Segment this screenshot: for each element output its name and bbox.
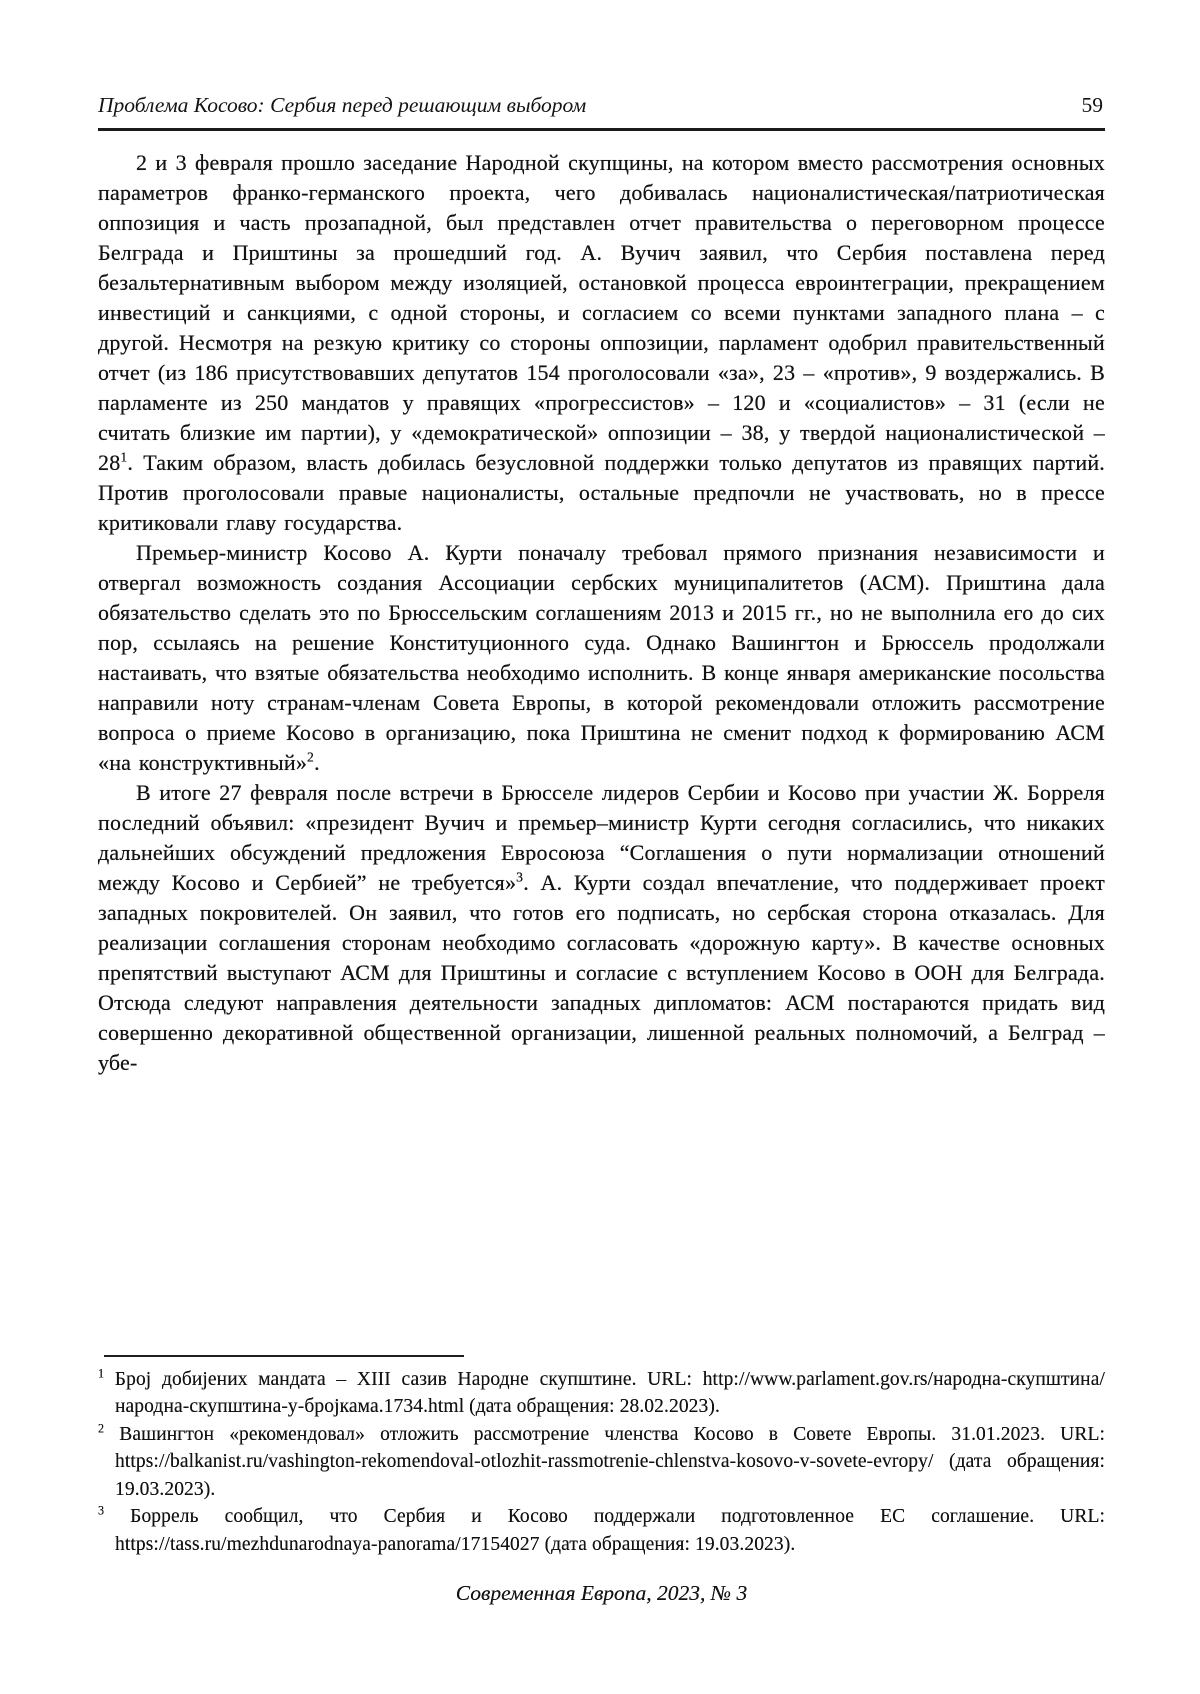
footnote-ref: 1 xyxy=(120,449,128,465)
paragraph: В итоге 27 февраля после встречи в Брюсселе лидеров Сербии и Косово при участии Ж. Борреля последний объявил: «президент Вучич и премьер–министр Курти сегодня согласились, что никаких дальнейших обсуждений предложения Евросоюза “Соглашения о пути нормализации отношений между Косово и Сербией” не требуется»$^3$. А. Курти создал впечатление, что поддерживает проект западных покровителей. Он заявил, что готов его подписать, но сербская сторона отказалась. Для реализации соглашения сторонам необходимо согласовать «дорожную карту». В качестве основных препятствий выступают АСМ для Приштины и согласие с вступлением Косово в ООН для Белграда. Отсюда следуют направления деятельности западных дипломатов: АСМ постараются придать вид совершенно декоративной общественной организации, лишенной реальных полномочий, а Белград – убе- xyxy=(98,780,1105,1075)
journal-footer-line: Современная Европа, 2023, № 3 xyxy=(455,1581,748,1605)
header-rule xyxy=(98,128,1105,131)
page-number: 59 xyxy=(1081,93,1103,117)
article xyxy=(98,148,1105,1078)
paragraph: 2 и 3 февраля прошло заседание Народной скупщины, на котором вместо рассмотрения основных параметров франко-германского проекта, чего добивалась националистическая/патриотическая оппозиция и часть прозападной, был представлен отчет правительства о переговорном процессе Белграда и Приштины за прошедший год. А. Вучич заявил, что Сербия поставлена перед безальтернативным выбором между изоляцией, остановкой процесса евроинтеграции, прекращением инвестиций и санкциями, с одной стороны, и согласием со всеми пунктами западного плана – с другой. Несмотря на резкую критику со стороны оппозиции, парламент одобрил правительственный отчет (из 186 присутствовавших депутатов 154 проголосовали «за», 23 – «против», 9 воздержались. В парламенте из 250 мандатов у правящих «прогрессистов» – 120 и «социалистов» – 31 (если не считать близкие им партии), у «демократической» оппозиции – 38, у твердой националистической – $28^1$. Таким образом, власть добилась безусловной поддержки только депутатов из правящих партий. Против проголосовали правые националисты, остальные предпочли не участвовать, но в прессе критиковали главу государства. xyxy=(98,150,1105,535)
paragraph: Премьер-министр Косово А. Курти поначалу требовал прямого признания независимости и отвергал возможность создания Ассоциации сербских муниципалитетов (АСМ). Приштина дала обязательство сделать это по Брюссельским соглашениям 2013 и 2015 гг., но не выполнила его до сих пор, ссылаясь на решение Конституционного суда. Однако Вашингтон и Брюссель продолжали настаивать, что взятые обязательства необходимо исполнить. В конце января американские посольства направили ноту странам-членам Совета Европы, в которой рекомендовали отложить рассмотрение вопроса о приеме Косово в организацию, пока Приштина не сменит подход к формированию АСМ «на конструктивный»$^2$. xyxy=(98,540,1105,775)
footnote: $^3$ Боррель сообщил, что Сербия и Косово поддержали подготовленное ЕС соглашение. URL: https://tass.ru/mezhdunarodnaya-panorama/17154027 (дата обращения: 19.03.2023). xyxy=(98,1503,1105,1555)
footnote-area xyxy=(98,1355,1105,1559)
footnote: $^2$ Вашингтон «рекомендовал» отложить рассмотрение членства Косово в Совете Европы. 31.01.2023. URL: https://balkanist.ru/vashington-rekomendoval-otlozhit-rassmotrenie-chlenstva-kosovo-v-sovete-evropy/ (дата обращения: 19.03.2023). xyxy=(98,1421,1105,1500)
footnote-marker: 3 xyxy=(98,1503,105,1518)
footnote-marker: 2 xyxy=(98,1421,105,1435)
footnote-marker: 1 xyxy=(98,1366,105,1380)
footnote-separator xyxy=(104,1355,464,1357)
footnote-ref: 3 xyxy=(516,869,524,885)
running-head-title: Проблема Косово: Сербия перед решающим выбором xyxy=(98,93,587,117)
footnote: $^1$ Број добијених мандата – XIII сазив Народне скупштине. URL: http://www.parlament.gov.rs/народна-скупштина/народна-скупштина-у-бројкама.1734.html (дата обращения: 28.02.2023). xyxy=(98,1366,1105,1417)
footnote-ref: 2 xyxy=(307,749,315,765)
running-head xyxy=(98,92,1105,118)
footnotes xyxy=(98,1366,1105,1559)
